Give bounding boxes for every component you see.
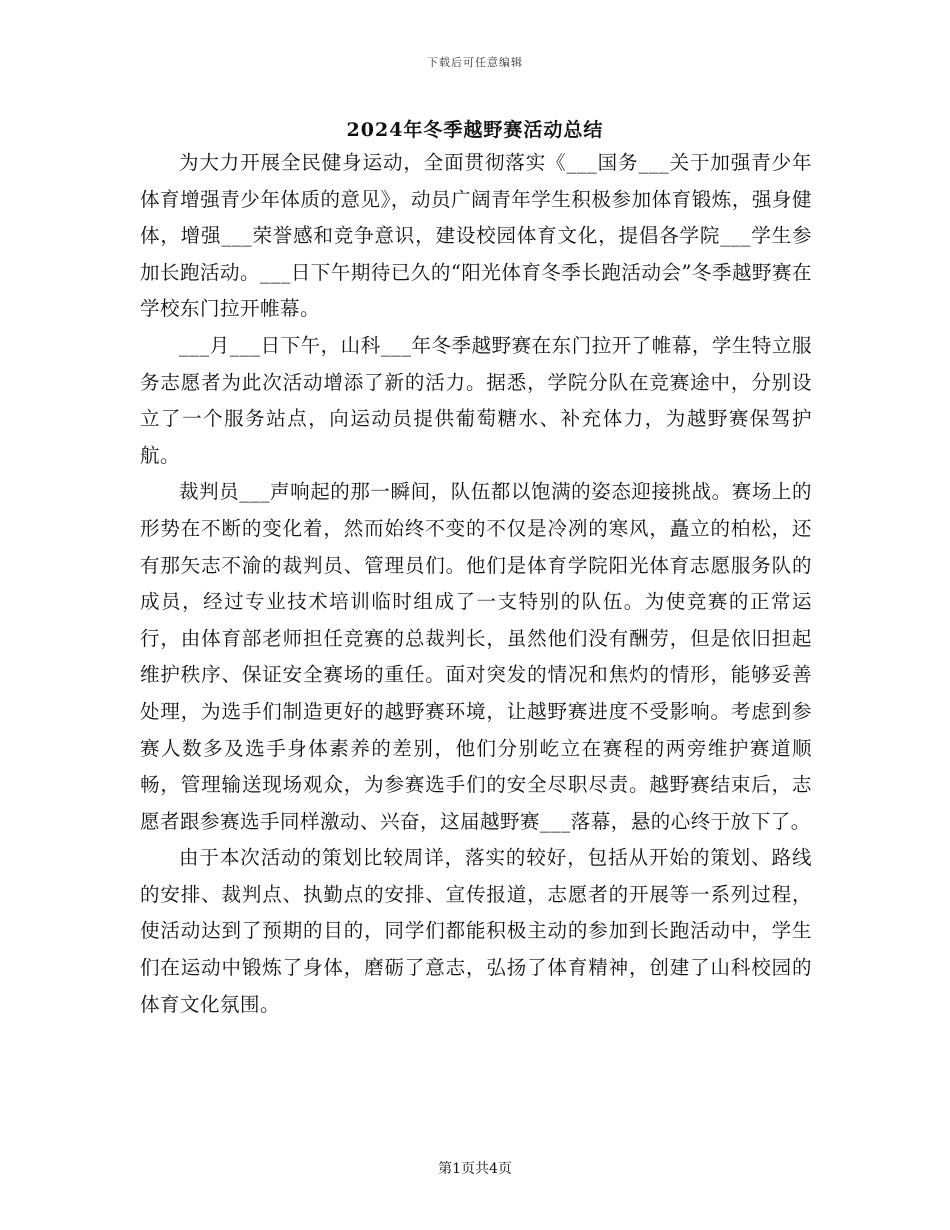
paragraph: 裁判员___声响起的那一瞬间，队伍都以饱满的姿态迎接挑战。赛场上的形势在不断的变化着，然而始终不变的不仅是冷冽的寒风，矗立的柏松，还有那矢志不渝的裁判员、管理员们。他们是体育学院阳光体育志愿服务队的成员，经过专业技术培训临时组成了一支特别的队伍。为使竞赛的正常运行，由体育部老师担任竞赛的总裁判长，虽然他们没有酬劳，但是依旧担起维护秩序、保证安全赛场的重任。面对突发的情况和焦灼的情形，能够妥善处理，为选手们制造更好的越野赛环境，让越野赛进度不受影响。考虑到参赛人数多及选手身体素养的差别，他们分别屹立在赛程的两旁维护赛道顺畅，管理输送现场观众，为参赛选手们的安全尽职尽责。越野赛结束后，志愿者跟参赛选手同样激动、兴奋，这届越野赛___落幕，悬的心终于放下了。	[140, 480, 812, 833]
paragraph: 为大力开展全民健身运动，全面贯彻落实《___国务___关于加强青少年体育增强青少年体质的意见》，动员广阔青年学生积极参加体育锻炼，强身健体，增强___荣誉感和竞争意识，建设校园体育文化，提倡各学院___学生参加长跑活动。___日下午期待已久的“阳光体育冬季长跑活动会”冬季越野赛在学校东门拉开帷幕。	[140, 151, 812, 321]
page-footer: 第1页共4页	[438, 1161, 512, 1177]
document-body	[140, 145, 812, 1023]
document-title: 2024年冬季越野赛活动总结	[346, 119, 604, 141]
paragraph: ___月___日下午，山科___年冬季越野赛在东门拉开了帷幕，学生特立服务志愿者为此次活动增添了新的活力。据悉，学院分队在竞赛途中，分别设立了一个服务站点，向运动员提供葡萄糖水、补充体力，为越野赛保驾护航。	[140, 333, 812, 467]
header-note: 下载后可任意编辑	[427, 56, 523, 69]
paragraph: 由于本次活动的策划比较周详，落实的较好，包括从开始的策划、路线的安排、裁判点、执勤点的安排、宣传报道，志愿者的开展等一系列过程，使活动达到了预期的目的，同学们都能积极主动的参加到长跑活动中，学生们在运动中锻炼了身体，磨砺了意志，弘扬了体育精神，创建了山科校园的体育文化氛围。	[140, 846, 812, 1016]
